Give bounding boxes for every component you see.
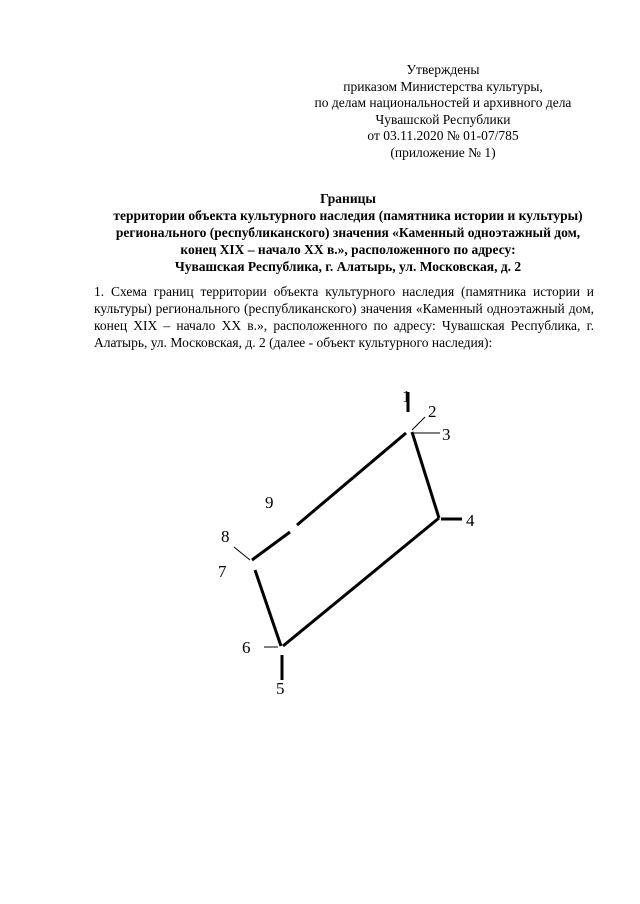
boundary-segment-8-9 (252, 532, 290, 560)
approval-line: Чувашской Республики (375, 111, 511, 127)
approval-line: (приложение № 1) (390, 144, 496, 160)
point-label-9: 9 (265, 493, 274, 512)
leader-2 (412, 417, 425, 430)
title-line: территории объекта культурного наследия (памятника истории и культуры) (113, 208, 583, 223)
point-label-7: 7 (218, 562, 227, 581)
point-label-4: 4 (466, 511, 475, 530)
title-line: Границы (320, 191, 376, 206)
point-label-1: 1 (402, 387, 411, 406)
title-line: регионального (республиканского) значения «Каменный одноэтажный дом, (115, 225, 581, 240)
point-label-8: 8 (221, 527, 230, 546)
leader-8 (234, 547, 250, 560)
boundary-segment-3-4 (412, 432, 439, 518)
title-line: конец XIX – начало XX в.», расположенного по адресу: (180, 242, 516, 257)
approval-line: от 03.11.2020 № 01-07/785 (367, 128, 519, 143)
approval-line: по делам национальностей и архивного дела (314, 95, 572, 110)
paragraph-1: 1. Схема границ территории объекта культурного наследия (памятника истории и культуры) регионального (республиканского) значения «Каменный одноэтажный дом, конец XIX – начало XX в.», расположенного по адресу: Чувашская Республика, г. Алатырь, ул. Московская, д. 2 (далее - объект культурного наследия): (94, 284, 594, 350)
point-label-3: 3 (442, 425, 451, 444)
point-label-6: 6 (242, 638, 251, 657)
boundary-segment-9-2 (297, 433, 406, 525)
boundary-segment-4-5 (283, 518, 439, 646)
boundary-segment-6-7 (255, 570, 281, 646)
approval-line: Утверждены (406, 62, 480, 77)
point-label-5: 5 (276, 679, 285, 698)
approval-line: приказом Министерства культуры, (343, 78, 543, 94)
title-line: Чувашская Республика, г. Алатырь, ул. Московская, д. 2 (174, 259, 522, 274)
point-label-2: 2 (428, 402, 437, 421)
